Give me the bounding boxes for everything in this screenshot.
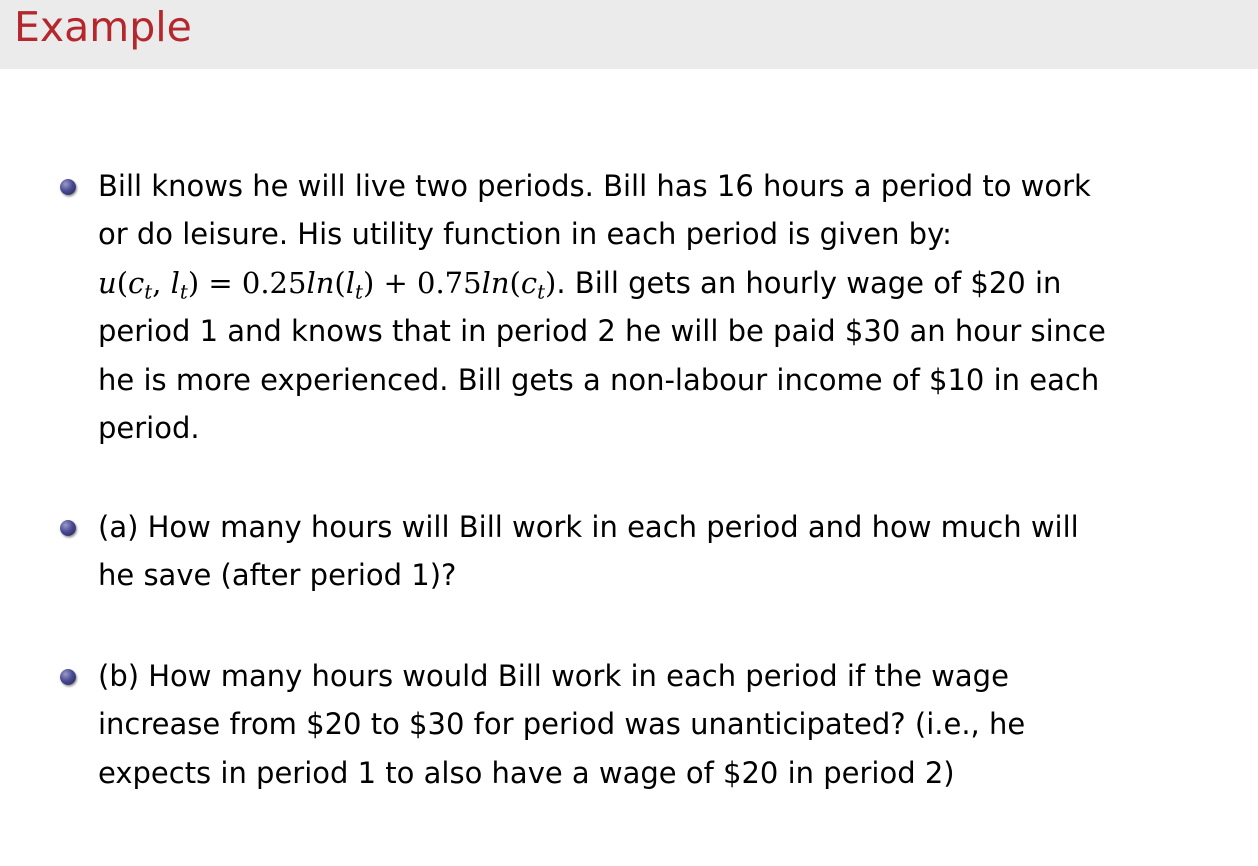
bullet-icon [60,520,76,536]
bullet-item-2 [98,503,1243,600]
bullet-3-line-1: (b) How many hours would Bill work in each period if the wage [98,659,1009,693]
bullet-1-line-6: period. [98,411,200,446]
slide-title: Example [14,3,192,51]
title-bar [0,0,1258,69]
bullet-1-line-2: or do leisure. His utility function in each period is given by: [98,217,952,252]
utility-formula: $u(c_t$, $l_t) = 0.25\ln(l_t) + 0.75\ln(c_t)$ [98,265,557,304]
bullet-icon [60,179,76,195]
bullet-3-line-2: increase from $20 to $30 for period was unanticipated? (i.e., he [98,707,1026,742]
bullet-1-line-4: period 1 and knows that in period 2 he will be paid $30 an hour since [98,314,1106,349]
bullet-2-line-1: (a) How many hours will Bill work in each period and how much will [98,510,1079,544]
bullet-1-line-5: he is more experienced. Bill gets a non-labour income of $10 in each [98,362,1100,397]
bullet-icon [60,669,76,685]
bullet-item-1 [98,162,1243,452]
utility-formula-line: $u(c_t$, $l_t) = 0.25\ln(l_t) + 0.75\ln(c_t)$. Bill gets an hourly wage of $20 in [98,265,1062,304]
bullet-3-line-3: expects in period 1 to also have a wage of $20 in period 2) [98,755,955,790]
bullet-item-3 [98,652,1243,797]
bullet-1-line-1: Bill knows he will live two periods. Bill has 16 hours a period to work [98,169,1091,203]
bullet-2-line-2: he save (after period 1)? [98,558,457,593]
